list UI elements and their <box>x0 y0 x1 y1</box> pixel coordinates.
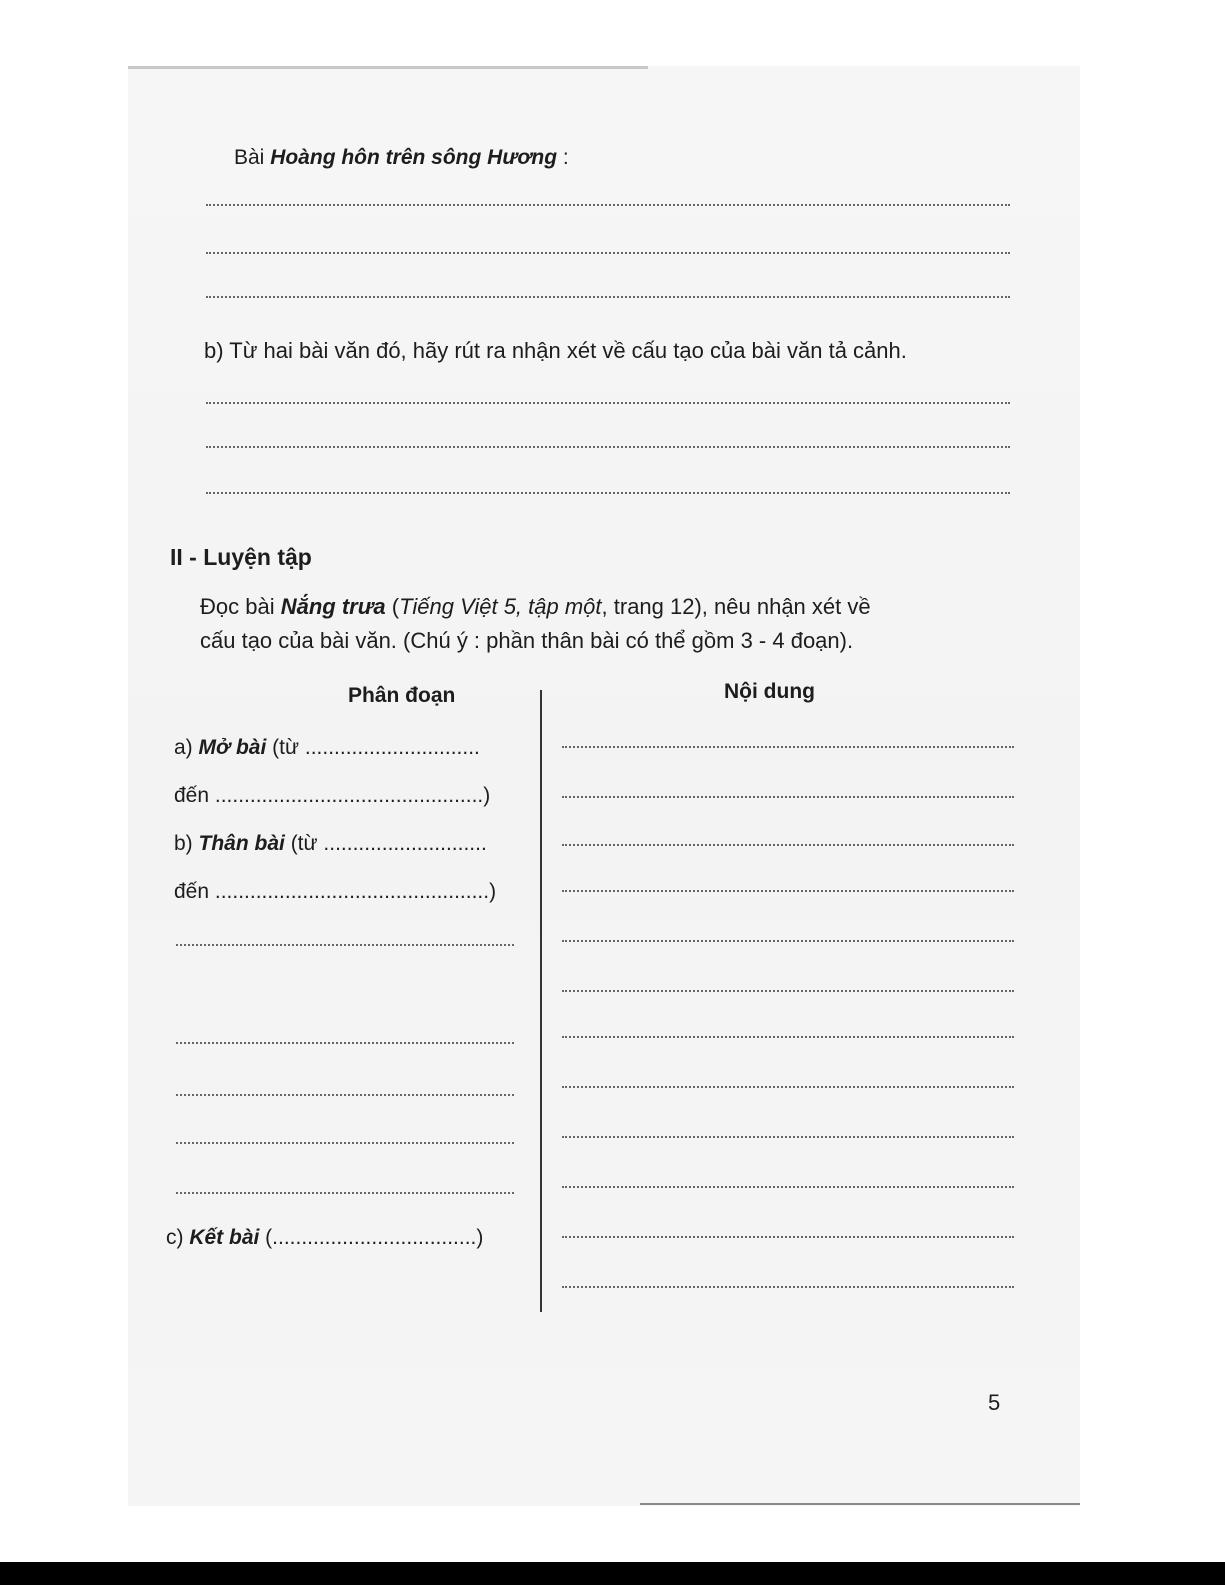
answer-line[interactable] <box>206 296 1010 298</box>
body-from-blank[interactable]: ............................ <box>323 832 487 855</box>
paren-open: ( <box>385 594 400 619</box>
lesson-title: Hoàng hôn trên sông Hương <box>270 146 558 169</box>
content-answer-line[interactable] <box>562 940 1014 942</box>
content-answer-line[interactable] <box>562 1136 1014 1138</box>
lesson-title-line <box>234 146 569 170</box>
left-answer-line[interactable] <box>176 1042 514 1044</box>
top-rule <box>128 66 648 69</box>
answer-line[interactable] <box>206 252 1010 254</box>
content-answer-line[interactable] <box>562 1036 1014 1038</box>
left-answer-line[interactable] <box>176 1094 514 1096</box>
column-header-content: Nội dung <box>724 680 815 703</box>
answer-line[interactable] <box>206 492 1010 494</box>
scan-edge <box>0 1562 1225 1585</box>
body-label: Thân bài <box>198 832 285 855</box>
lesson-prefix: Bài <box>234 146 271 169</box>
content-answer-line[interactable] <box>562 746 1014 748</box>
column-header-segments: Phân đoạn <box>348 684 456 707</box>
table-divider <box>540 690 542 1312</box>
content-answer-line[interactable] <box>562 1186 1014 1188</box>
content-answer-line[interactable] <box>562 890 1014 892</box>
intro-label: Mở bài <box>198 736 267 759</box>
intro-row <box>174 736 480 760</box>
question-b: b) Từ hai bài văn đó, hãy rút ra nhận xét về cấu tạo của bài văn tả cảnh. <box>204 338 907 363</box>
page-number: 5 <box>988 1390 1001 1415</box>
conclusion-row <box>166 1226 483 1250</box>
content-answer-line[interactable] <box>562 1236 1014 1238</box>
conclusion-blank[interactable]: (...................................) <box>259 1226 484 1249</box>
body-from: (từ <box>284 832 324 855</box>
conclusion-prefix: c) <box>166 1226 190 1249</box>
instruction-line-1 <box>200 594 871 620</box>
answer-line[interactable] <box>206 446 1010 448</box>
content-answer-line[interactable] <box>562 796 1014 798</box>
bottom-rule <box>640 1503 1080 1505</box>
lesson-suffix: : <box>557 146 569 169</box>
left-answer-line[interactable] <box>176 944 514 946</box>
body-prefix: b) <box>174 832 199 855</box>
intro-to[interactable]: đến ..............................................) <box>174 784 491 807</box>
body-to[interactable]: đến ...............................................) <box>174 880 497 903</box>
conclusion-label: Kết bài <box>189 1226 260 1249</box>
reading-title: Nắng trưa <box>280 594 386 619</box>
content-answer-line[interactable] <box>562 844 1014 846</box>
section-heading: II - Luyện tập <box>170 544 312 570</box>
left-answer-line[interactable] <box>176 1142 514 1144</box>
instruction-rest: , trang 12), nêu nhận xét về <box>601 594 871 619</box>
left-answer-line[interactable] <box>176 1192 514 1194</box>
intro-from: (từ <box>266 736 305 759</box>
instruction-line-2: cấu tạo của bài văn. (Chú ý : phần thân bài có thể gồm 3 - 4 đoạn). <box>200 628 854 653</box>
answer-line[interactable] <box>206 204 1010 206</box>
answer-line[interactable] <box>206 402 1010 404</box>
content-answer-line[interactable] <box>562 990 1014 992</box>
instruction-prefix: Đọc bài <box>200 594 281 619</box>
book-source: Tiếng Việt 5, tập một <box>399 594 602 619</box>
body-row <box>174 832 487 856</box>
content-answer-line[interactable] <box>562 1286 1014 1288</box>
intro-prefix: a) <box>174 736 199 759</box>
intro-from-blank[interactable]: .............................. <box>304 736 480 759</box>
content-answer-line[interactable] <box>562 1086 1014 1088</box>
